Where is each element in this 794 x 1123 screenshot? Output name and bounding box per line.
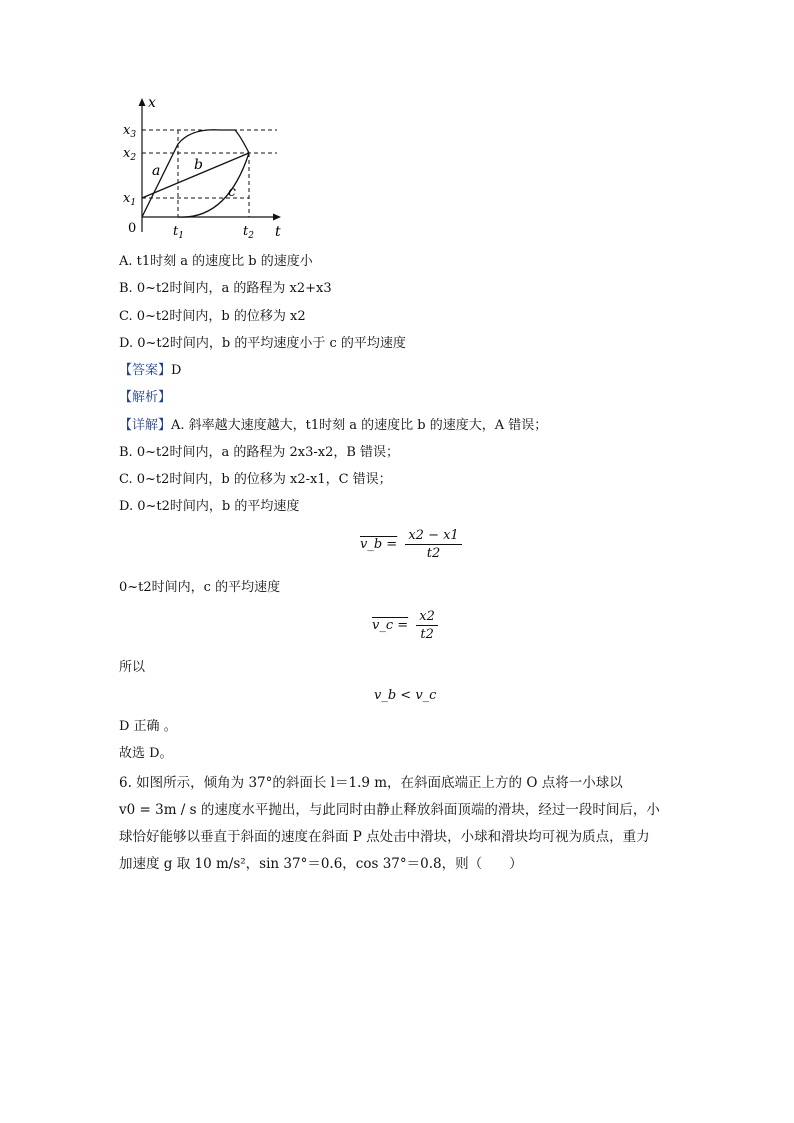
- x-axis-arrow: [273, 214, 281, 221]
- analysis-line-1: [119, 417, 547, 435]
- formula-vb-numerator: x2 − x1: [405, 528, 461, 545]
- t1-label: $t_1$: [173, 224, 184, 241]
- curve-c-label: c: [228, 184, 236, 200]
- curve-a-label: a: [152, 163, 161, 179]
- analysis-line-1-text: A. 斜率越大速度越大，t1时刻 a 的速度比 b 的速度大，A 错误；: [171, 418, 548, 433]
- curve-c: [178, 153, 249, 217]
- answer-value: D: [171, 363, 182, 378]
- answer-line: [119, 362, 181, 380]
- x-t-graph: [115, 92, 295, 242]
- x-axis-label: t: [275, 224, 281, 240]
- option-c: C. 0~t2时间内，b 的位移为 x2: [119, 309, 306, 324]
- curve-b-label: b: [194, 157, 203, 173]
- question-6: [119, 770, 679, 878]
- t2-label: $t_2$: [243, 224, 254, 241]
- y-axis-arrow: [139, 98, 146, 106]
- analysis-line-4: D. 0~t2时间内，b 的平均速度: [119, 499, 300, 514]
- x3-label: $x_3$: [123, 123, 137, 140]
- formula-vc: [372, 609, 438, 642]
- question-6-line-2: v0 = 3m / s 的速度水平抛出，与此同时由静止释放斜面顶端的滑块，经过一段时间后，小: [119, 802, 660, 818]
- option-d: D. 0~t2时间内，b 的平均速度小于 c 的平均速度: [119, 336, 406, 351]
- formula-vb: [360, 528, 462, 561]
- formula-vc-numerator: x2: [416, 609, 438, 626]
- x2-label: $x_2$: [123, 146, 137, 163]
- option-a: A. t1时刻 a 的速度比 b 的速度小: [119, 254, 313, 269]
- question-6-line-3: 球恰好能够以垂直于斜面的速度在斜面 P 点处击中滑块，小球和滑块均可视为质点，重力: [119, 829, 650, 845]
- y-axis-label: x: [148, 95, 156, 111]
- option-b: B. 0~t2时间内，a 的路程为 x2+x3: [119, 281, 332, 296]
- analysis-line-3: C. 0~t2时间内，b 的位移为 x2-x1，C 错误；: [119, 472, 392, 487]
- analysis-line-2: B. 0~t2时间内，a 的路程为 2x3-x2，B 错误；: [119, 445, 400, 460]
- analysis-tag: 【解析】: [119, 390, 172, 405]
- detail-tag: 【详解】: [119, 418, 172, 433]
- formula-vc-lhs: v_c =: [372, 618, 409, 633]
- formula-vc-denominator: t2: [420, 627, 434, 642]
- formula-vb-denominator: t2: [426, 546, 441, 561]
- formula-vb-lhs: v_b =: [360, 537, 398, 552]
- analysis-line-5: 0~t2时间内，c 的平均速度: [119, 580, 281, 595]
- analysis-line-8: 故选 D。: [119, 746, 173, 761]
- formula-vb-fraction: [405, 528, 461, 561]
- x1-label: $x_1$: [123, 191, 137, 208]
- question-6-line-1: 6. 如图所示，倾角为 37°的斜面长 l＝1.9 m，在斜面底端正上方的 O 点将一小球以: [119, 775, 623, 791]
- analysis-line-7: D 正确 。: [119, 719, 177, 734]
- origin-label: 0: [128, 221, 137, 236]
- answer-tag: 【答案】: [119, 363, 172, 378]
- analysis-line-6: 所以: [119, 660, 146, 675]
- formula-vc-fraction: [416, 609, 438, 642]
- question-6-line-4: 加速度 g 取 10 m/s²，sin 37°＝0.6，cos 37°＝0.8，则（ ）: [119, 856, 523, 872]
- formula-compare: v_b < v_c: [374, 688, 437, 703]
